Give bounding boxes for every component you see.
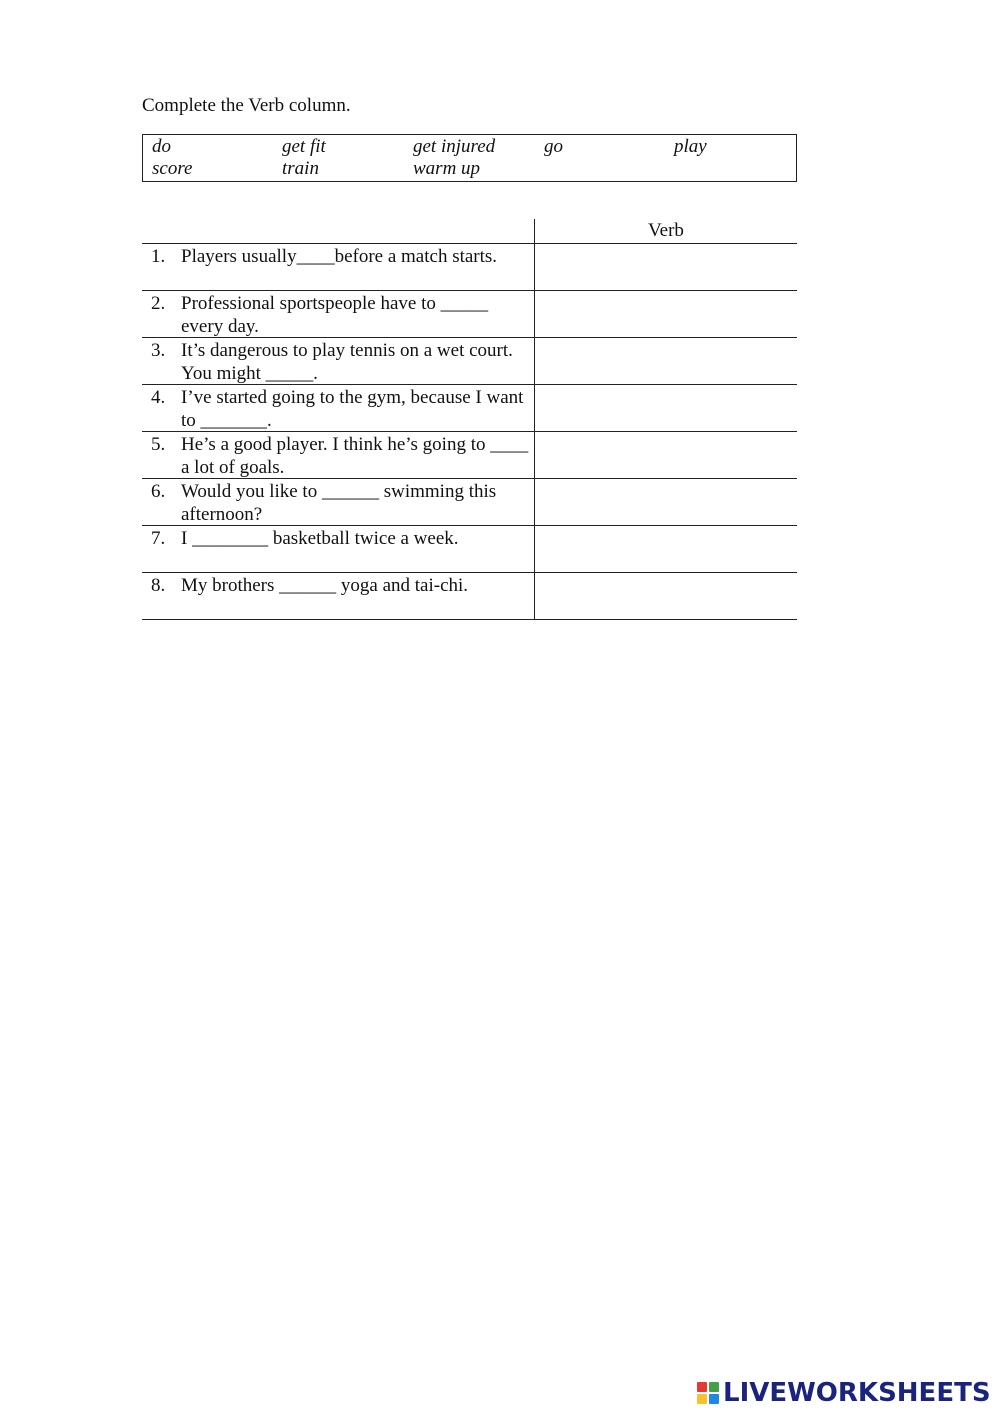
logo-tile (697, 1382, 707, 1392)
header-blank-cell (142, 219, 534, 243)
liveworksheets-logo (697, 1377, 997, 1409)
question-number: 2. (151, 293, 166, 314)
question-cell (142, 573, 534, 619)
question-text: I’ve started going to the gym, because I want to _______. (181, 387, 524, 431)
question-cell (142, 385, 534, 431)
question-text: I ________ basketball twice a week. (181, 528, 459, 549)
question-text: My brothers ______ yoga and tai-chi. (181, 575, 469, 596)
verb-answer-cell[interactable] (534, 573, 797, 619)
question-number: 8. (151, 575, 166, 596)
table-row (142, 244, 797, 291)
question-cell (142, 432, 534, 478)
verb-answer-cell[interactable] (534, 385, 797, 431)
question-cell (142, 244, 534, 290)
table-header-row (142, 219, 797, 244)
verb-answer-cell[interactable] (534, 432, 797, 478)
question-number: 5. (151, 434, 166, 455)
question-number: 4. (151, 387, 166, 408)
word-bank-item: train (282, 158, 319, 179)
verb-answer-cell[interactable] (534, 338, 797, 384)
question-number: 6. (151, 481, 166, 502)
logo-tile (709, 1382, 719, 1392)
question-text: Players usually____before a match starts. (181, 246, 498, 267)
verb-answer-cell[interactable] (534, 291, 797, 337)
table-row (142, 526, 797, 573)
table-row (142, 291, 797, 338)
instruction-text: Complete the Verb column. (142, 95, 351, 116)
word-bank-item: get fit (282, 136, 326, 157)
logo-tile (697, 1394, 707, 1404)
word-bank-item: go (544, 136, 563, 157)
questions-table (142, 219, 797, 620)
verb-column-header: Verb (534, 219, 797, 243)
word-bank-item: score (152, 158, 193, 179)
table-row (142, 385, 797, 432)
question-text: Professional sportspeople have to _____ every day. (181, 293, 489, 337)
table-row (142, 479, 797, 526)
question-number: 3. (151, 340, 166, 361)
question-cell (142, 338, 534, 384)
verb-answer-cell[interactable] (534, 244, 797, 290)
table-row (142, 338, 797, 385)
word-bank-item: play (674, 136, 707, 157)
liveworksheets-logo-text: LIVEWORKSHEETS (723, 1378, 991, 1408)
question-text: He’s a good player. I think he’s going to ____ a lot of goals. (181, 434, 529, 478)
question-number: 7. (151, 528, 166, 549)
table-row (142, 573, 797, 620)
question-text: It’s dangerous to play tennis on a wet court. You might _____. (181, 340, 513, 384)
word-bank-item: get injured (413, 136, 496, 157)
verb-answer-cell[interactable] (534, 526, 797, 572)
verb-answer-cell[interactable] (534, 479, 797, 525)
table-row (142, 432, 797, 479)
question-number: 1. (151, 246, 166, 267)
word-bank-box (142, 134, 797, 182)
word-bank-item: do (152, 136, 171, 157)
question-cell (142, 526, 534, 572)
question-cell (142, 479, 534, 525)
liveworksheets-logo-icon (697, 1382, 719, 1404)
question-cell (142, 291, 534, 337)
question-text: Would you like to ______ swimming this afternoon? (181, 481, 497, 525)
word-bank-item: warm up (413, 158, 481, 179)
logo-tile (709, 1394, 719, 1404)
